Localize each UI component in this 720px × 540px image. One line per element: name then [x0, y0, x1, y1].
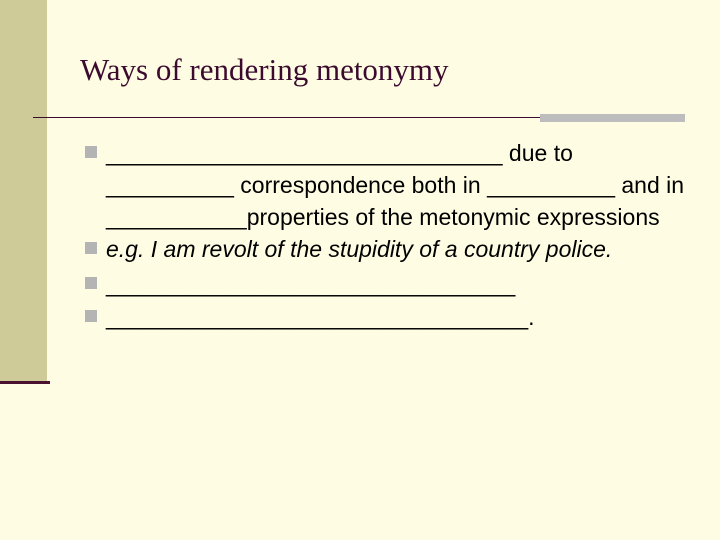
bullet-text-1: _______________________________ due to __________ correspondence both in __________ and in ___________properties of the metonymic expressions	[106, 140, 685, 230]
bullet-square-icon	[85, 310, 97, 322]
bullet-item-2	[85, 233, 685, 265]
title-divider-accent	[540, 114, 685, 122]
bullet-item-3	[85, 268, 685, 300]
left-decorative-band	[0, 0, 47, 382]
bullet-square-icon	[85, 242, 97, 254]
bullet-text-4: _________________________________.	[106, 304, 535, 330]
left-band-underline	[0, 381, 50, 384]
bullet-square-icon	[85, 146, 97, 158]
slide-body	[85, 137, 685, 333]
bullet-item-1	[85, 137, 685, 233]
bullet-item-4	[85, 301, 685, 333]
bullet-text-2: e.g. I am revolt of the stupidity of a country police.	[106, 236, 613, 262]
slide-title: Ways of rendering metonymy	[80, 52, 449, 87]
bullet-text-3: ________________________________	[106, 271, 516, 297]
bullet-square-icon	[85, 277, 97, 289]
